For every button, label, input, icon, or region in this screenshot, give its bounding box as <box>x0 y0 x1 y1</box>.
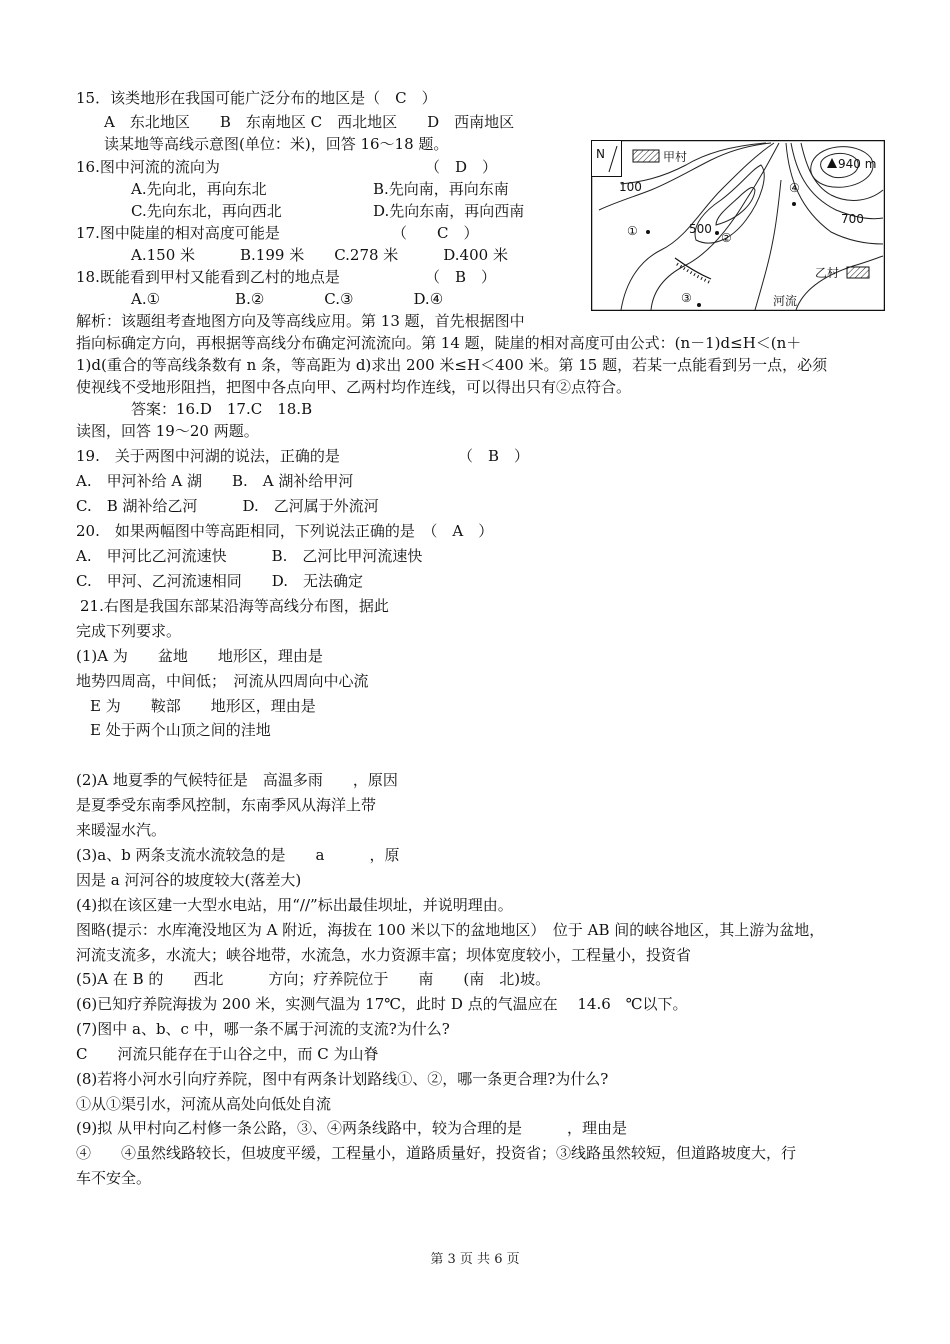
q21-part2-line2: 是夏季受东南季风控制，东南季风从海洋上带 <box>76 796 377 814</box>
q16-stem: 16.图中河流的流向为 <box>76 158 220 176</box>
q21-part1-e: E 为 鞍部 地形区，理由是 <box>90 697 316 715</box>
q21-part3: (3)a、b 两条支流水流较急的是 a ，原 <box>76 846 400 864</box>
point-3-dot <box>697 303 701 307</box>
point-2-dot <box>715 231 719 235</box>
q19-answer: （ B ） <box>458 447 530 465</box>
point-4-label: ④ <box>789 181 800 195</box>
q21-part8: (8)若将小河水引向疗养院，图中有两条计划路线①、②，哪一条更合理?为什么? <box>76 1070 609 1088</box>
q20-options-ab: A. 甲河比乙河流速快 B. 乙河比甲河流速快 <box>76 547 423 565</box>
q15-options: A 东北地区 B 东南地区 C 西北地区 D 西南地区 <box>104 113 515 131</box>
contour-label-100: 100 <box>619 180 642 194</box>
q21-stem-2: 完成下列要求。 <box>76 622 182 640</box>
q21-part4-answer-1: 图略(提示：水库淹没地区为 A 附近，海拔在 100 米以下的盆地地区） 位于 AB 间的峡谷地区，其上游为盆地， <box>76 921 825 939</box>
yicun-label: 乙村 <box>815 266 840 280</box>
q19-options-cd: C. B 湖补给乙河 D. 乙河属于外流河 <box>76 497 379 515</box>
q15-stem: 15．该类地形在我国可能广泛分布的地区是（ C ） <box>76 89 437 107</box>
q21-part2-line3: 来暖湿水汽。 <box>76 821 167 839</box>
river-label: 河流 <box>773 294 798 308</box>
q21-part8-answer: ①从①渠引水，河流从高处向低处自流 <box>76 1095 332 1113</box>
q17-stem: 17.图中陡崖的相对高度可能是 <box>76 224 280 242</box>
q16-option-a: A.先向北，再向东北 <box>131 180 267 198</box>
point-1-label: ① <box>627 224 638 238</box>
q16-option-c: C.先向东北，再向西北 <box>131 202 282 220</box>
village-legend-icon <box>633 150 659 162</box>
q17-answer: （ C ） <box>392 224 479 242</box>
q19-stem: 19. 关于两图中河湖的说法，正确的是 <box>76 447 340 465</box>
q21-part6: (6)已知疗养院海拔为 200 米，实测气温为 17℃，此时 D 点的气温应在 14.6 ℃以下。 <box>76 995 688 1013</box>
q21-part5: (5)A 在 B 的 西北 方向；疗养院位于 南 (南 北)坡。 <box>76 970 551 988</box>
contour-map <box>591 140 885 311</box>
answers-16-18: 答案：16.D 17.C 18.B <box>131 400 313 418</box>
q21-part9: (9)拟 从甲村向乙村修一条公路，③、④两条线路中，较为合理的是 ，理由是 <box>76 1119 628 1137</box>
q21-part4: (4)拟在该区建一大型水电站，用“//”标出最佳坝址，并说明理由。 <box>76 896 513 914</box>
analysis-line-2: 指向标确定方向，再根据等高线分布确定河流流向。第 14 题，陡崖的相对高度可由公式：(n－1)d≤H＜(n＋ <box>76 334 802 352</box>
q19-options-ab: A. 甲河补给 A 湖 B. A 湖补给甲河 <box>76 472 354 490</box>
q21-stem-1: 21.右图是我国东部某沿海等高线分布图，据此 <box>80 597 389 615</box>
q21-part1: (1)A 为 盆地 地形区，理由是 <box>76 647 323 665</box>
q16-option-d: D.先向东南，再向西南 <box>373 202 525 220</box>
analysis-line-1: 解析：该题组考查地图方向及等高线应用。第 13 题，首先根据图中 <box>76 312 525 330</box>
north-label: N <box>596 147 605 161</box>
q18-stem: 18.既能看到甲村又能看到乙村的地点是 <box>76 268 340 286</box>
point-3-label: ③ <box>681 291 692 305</box>
q21-part7-answer: C 河流只能存在于山谷之中，而 C 为山脊 <box>76 1045 379 1063</box>
point-2-label: ② <box>721 231 732 245</box>
contour-label-500: 500 <box>689 222 712 236</box>
q21-part1-answer: 地势四周高，中间低； 河流从四周向中心流 <box>76 672 369 690</box>
contour-label-700: 700 <box>841 212 864 226</box>
peak-label: 940 m <box>838 157 877 171</box>
analysis-line-3: 1)d(重合的等高线条数有 n 条，等高距为 d)求出 200 米≤H＜400 米。第 15 题，若某一点能看到另一点，必须 <box>76 356 828 374</box>
q20-options-cd: C. 甲河、乙河流速相同 D. 无法确定 <box>76 572 363 590</box>
map-intro: 读某地等高线示意图(单位：米)，回答 16～18 题。 <box>104 135 449 153</box>
q20-stem: 20. 如果两幅图中等高距相同，下列说法正确的是 （ A ） <box>76 522 494 540</box>
page-footer: 第 3 页 共 6 页 <box>430 1252 520 1267</box>
point-1-dot <box>646 230 650 234</box>
intro-19-20: 读图，回答 19～20 两题。 <box>76 422 259 440</box>
q21-part1-e-answer: E 处于两个山顶之间的洼地 <box>90 721 271 739</box>
jiacun-label: 甲村 <box>663 150 688 164</box>
q21-part2: (2)A 地夏季的气候特征是 高温多雨 ，原因 <box>76 771 398 789</box>
yicun-legend-icon <box>847 267 869 278</box>
q16-answer: （ D ） <box>425 158 498 176</box>
q16-option-b: B.先向南，再向东南 <box>373 180 509 198</box>
q21-part9-answer-1: ④ ④虽然线路较长，但坡度平缓，工程量小，道路质量好，投资省；③线路虽然较短，但道路坡度大，行 <box>76 1144 797 1162</box>
q17-options: A.150 米 B.199 米 C.278 米 D.400 米 <box>131 246 508 264</box>
q21-part4-answer-2: 河流支流多，水流大；峡谷地带，水流急，水力资源丰富；坝体宽度较小，工程量小，投资省 <box>76 946 692 964</box>
q18-answer: （ B ） <box>425 268 497 286</box>
q18-options: A.① B.② C.③ D.④ <box>131 290 444 308</box>
q21-part7: (7)图中 a、b、c 中，哪一条不属于河流的支流?为什么? <box>76 1020 450 1038</box>
q21-part9-answer-2: 车不安全。 <box>76 1169 152 1187</box>
q21-part3-line2: 因是 a 河河谷的坡度较大(落差大) <box>76 871 302 889</box>
point-4-dot <box>792 202 796 206</box>
analysis-line-4: 使视线不受地形阻挡，把图中各点向甲、乙两村均作连线，可以得出只有②点符合。 <box>76 378 632 396</box>
